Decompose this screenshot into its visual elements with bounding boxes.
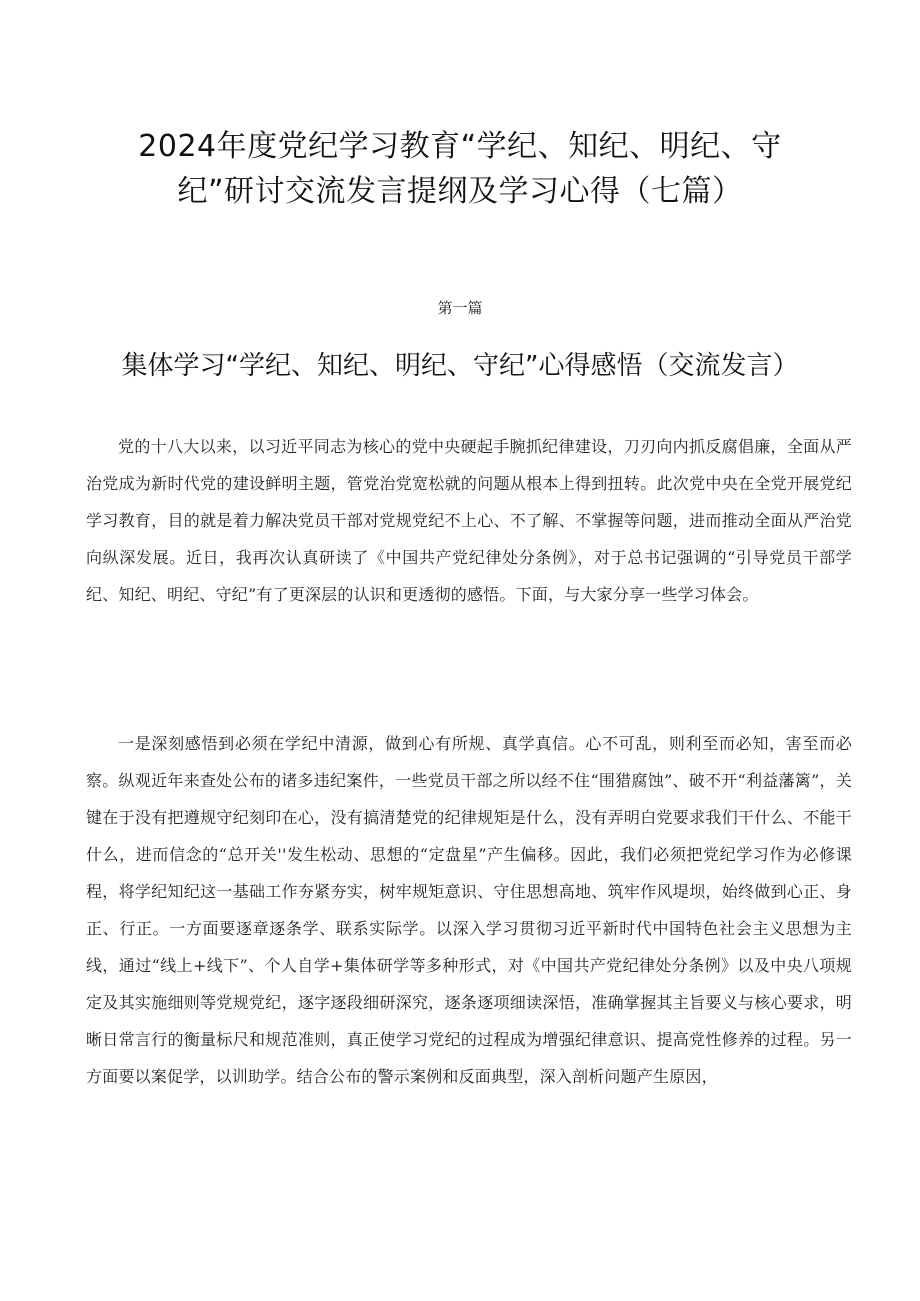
body-paragraph-1: 党的十八大以来，以习近平同志为核心的党中央硬起手腕抓纪律建设，刀刃向内抓反腐倡廉，全面从严治党成为新时代党的建设鲜明主题，管党治党宽松就的问题从根本上得到扭转。此次党中央在全党开展党纪学习教育，目的就是着力解决党员干部对党规党纪不上心、不了解、不掌握等问题，进而推动全面从严治党向纵深发展。近日，我再次认真研读了《中国共产党纪律处分条例》，对于总书记强调的“引导党员干部学纪、知纪、明纪、守纪”有了更深层的认识和更透彻的感悟。下面，与大家分享一些学习体会。 <box>86 437 852 604</box>
document-title: 2024年度党纪学习教育“学纪、知纪、明纪、守纪”研讨交流发言提纲及学习心得（七篇） <box>138 129 782 209</box>
section-title: 集体学习“学纪、知纪、明纪、守纪”心得感悟（交流发言） <box>121 351 799 381</box>
body-paragraph-2: 一是深刻感悟到必须在学纪中清源，做到心有所规、真学真信。心不可乱，则利至而必知，害至而必察。纵观近年来查处公布的诸多违纪案件，一些党员干部之所以经不住“围猎腐蚀”、破不开“利益藩篱”，关键在于没有把遵规守纪刻印在心，没有搞清楚党的纪律规矩是什么，没有弄明白党要求我们干什么、不能干什么，进而信念的“总开关''发生松动、思想的“定盘星”产生偏移。因此，我们必须把党纪学习作为必修课程，将学纪知纪这一基础工作夯紧夯实，树牢规矩意识、守住思想高地、筑牢作风堤坝，始终做到心正、身正、行正。一方面要逐章逐条学、联系实际学。以深入学习贯彻习近平新时代中国特色社会主义思想为主线，通过“线上+线下”、个人自学+集体研学等多种形式，对《中国共产党纪律处分条例》以及中央八项规定及其实施细则等党规党纪，逐字逐段细研深究，逐条逐项细读深悟，准确掌握其主旨要义与核心要求，明晰日常言行的衡量标尺和规范准则，真正使学习党纪的过程成为增强纪律意识、提高党性修养的过程。另一方面要以案促学，以训助学。结合公布的警示案例和反面典型，深入剖析问题产生原因， <box>86 734 852 1086</box>
section-label: 第一篇 <box>437 299 483 317</box>
